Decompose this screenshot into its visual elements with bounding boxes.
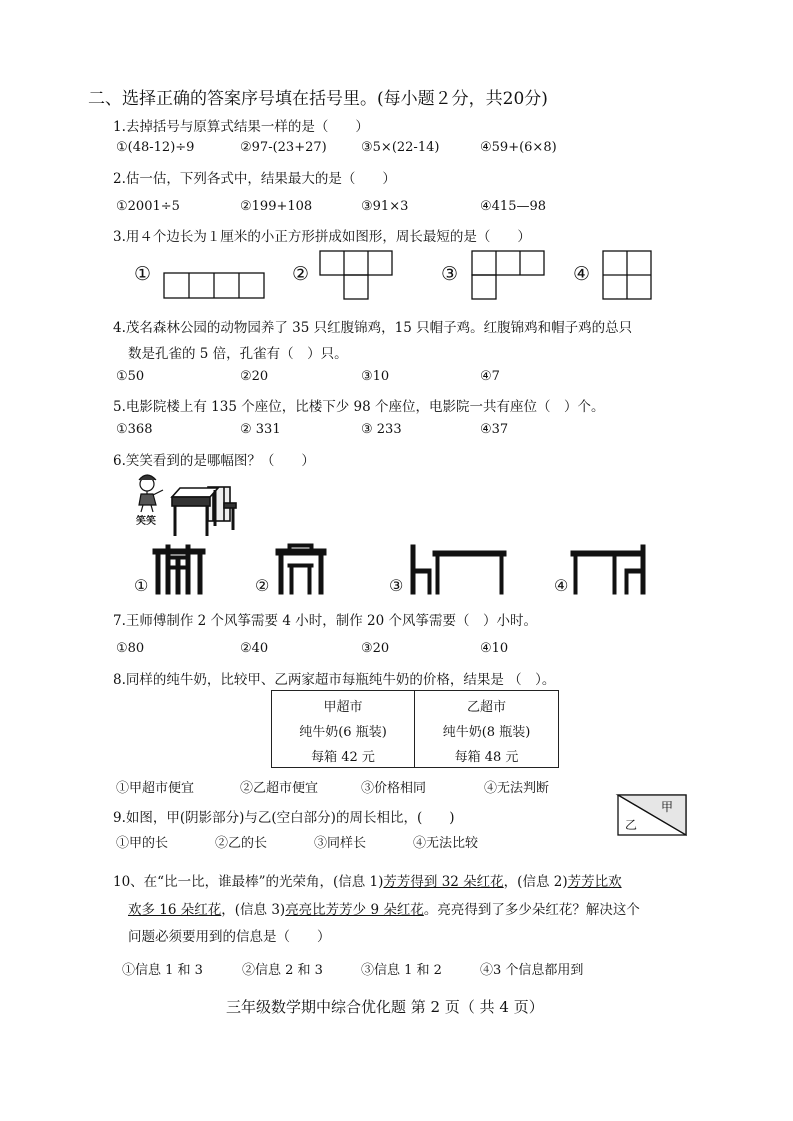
q7-option-3: ③20 (361, 641, 390, 656)
q1-option-2: ②97-(23+27) (240, 140, 327, 155)
q2-option-3: ③91×3 (361, 199, 409, 214)
q10-text: 。亮亮得到了多少朵红花？解决这个 (423, 902, 640, 918)
q2-option-2: ②199+108 (240, 199, 313, 214)
q8-option-3: ③价格相同 (361, 781, 427, 796)
q10-info2-a: 芳芳比欢 (567, 874, 622, 890)
q9-stem: 9.如图，甲(阴影部分)与乙(空白部分)的周长相比，( ) (113, 810, 455, 826)
q10-option-3: ③信息 1 和 2 (361, 963, 442, 978)
q6-label-4: ④ (554, 576, 569, 595)
q4-line2: 数是孔雀的 5 倍，孔雀有（ ）只。 (128, 346, 348, 362)
q5-option-1: ①368 (116, 422, 153, 437)
q5-stem: 5.电影院楼上有 135 个座位，比楼下少 98 个座位，电影院一共有座位（ ）个。 (113, 399, 605, 415)
q3-label-2: ② (292, 263, 310, 285)
q10-option-4: ④3 个信息都用到 (480, 963, 584, 978)
q10-option-2: ②信息 2 和 3 (242, 963, 323, 978)
q4-line1: 4.茂名森林公园的动物园养了 35 只红腹锦鸡，15 只帽子鸡。红腹锦鸡和帽子鸡的总只 (113, 320, 633, 336)
q9-fig-jia-label: 甲 (661, 800, 674, 814)
q8-option-2: ②乙超市便宜 (240, 781, 319, 796)
page-footer: 三年级数学期中综合优化题 第 2 页（ 共 4 页） (226, 998, 544, 1016)
q1-option-3: ③5×(22-14) (361, 140, 440, 155)
q7-option-1: ①80 (116, 641, 145, 656)
q1-option-4: ④59+(6×8) (480, 140, 557, 155)
q5-option-3: ③ 233 (361, 422, 402, 437)
q8-table-name: 甲超市 (323, 700, 363, 715)
q10-line3: 问题必须要用到的信息是（ ） (128, 929, 331, 945)
q6-label-1: ① (134, 576, 149, 595)
q3-label-1: ① (134, 263, 152, 285)
q3-stem: 3.用４个边长为１厘米的小正方形拼成如图形，周长最短的是（ ） (113, 229, 531, 245)
q10-option-1: ①信息 1 和 3 (122, 963, 203, 978)
q4-option-1: ①50 (116, 369, 145, 384)
q8-table-price: 每箱 48 元 (454, 750, 519, 765)
q6-figure-caption: 笑笑 (136, 516, 156, 527)
q9-option-3: ③同样长 (314, 836, 367, 851)
q2-stem: 2.估一估，下列各式中，结果最大的是（ ） (113, 171, 396, 187)
q5-option-2: ② 331 (240, 422, 281, 437)
q3-label-3: ③ (441, 263, 459, 285)
q7-option-2: ②40 (240, 641, 269, 656)
q9-option-1: ①甲的长 (116, 836, 169, 851)
q9-option-2: ②乙的长 (215, 836, 268, 851)
q1-stem: 1.去掉括号与原算式结果一样的是（ ） (113, 119, 369, 135)
q7-stem: 7.王师傅制作 2 个风筝需要 4 小时，制作 20 个风筝需要（ ）小时。 (113, 613, 537, 629)
q5-option-4: ④37 (480, 422, 509, 437)
q8-stem: 8.同样的纯牛奶，比较甲、乙两家超市每瓶纯牛奶的价格，结果是 （ ）。 (113, 672, 556, 688)
q10-line1 (113, 870, 622, 890)
q9-option-4: ④无法比较 (413, 836, 479, 851)
q10-info3: 亮亮比芳芳少 9 朵红花 (285, 902, 424, 918)
q2-option-4: ④415—98 (480, 199, 547, 214)
q10-info1: 芳芳得到 32 朵红花 (383, 874, 504, 890)
q8-table-pack: 纯牛奶(6 瓶装) (299, 725, 387, 740)
q10-text: ，(信息 2) (503, 874, 568, 890)
q2-option-1: ①2001÷5 (116, 199, 180, 214)
q8-option-4: ④无法判断 (484, 781, 550, 796)
q10-text: 10、在“比一比，谁最棒”的光荣角，(信息 1) (113, 874, 384, 890)
q4-option-3: ③10 (361, 369, 390, 384)
q10-text: ，(信息 3) (221, 902, 286, 918)
q6-stem: 6.笑笑看到的是哪幅图？（ ） (113, 453, 315, 469)
q6-label-2: ② (255, 576, 270, 595)
q6-label-3: ③ (389, 576, 404, 595)
q9-fig-yi-label: 乙 (625, 818, 638, 832)
q4-option-4: ④7 (480, 369, 500, 384)
q8-table-pack: 纯牛奶(8 瓶装) (442, 725, 531, 740)
section-title: 二、选择正确的答案序号填在括号里。(每小题２分，共20分) (88, 89, 548, 109)
q10-info2-b: 欢多 16 朵红花 (128, 902, 222, 918)
q8-option-1: ①甲超市便宜 (116, 781, 195, 796)
q10-line2 (128, 898, 640, 918)
q4-option-2: ②20 (240, 369, 269, 384)
q8-table-name: 乙超市 (466, 700, 506, 715)
q7-option-4: ④10 (480, 641, 509, 656)
q8-table-price: 每箱 42 元 (311, 750, 375, 765)
q1-option-1: ①(48-12)÷9 (116, 140, 195, 155)
q3-label-4: ④ (573, 263, 591, 285)
